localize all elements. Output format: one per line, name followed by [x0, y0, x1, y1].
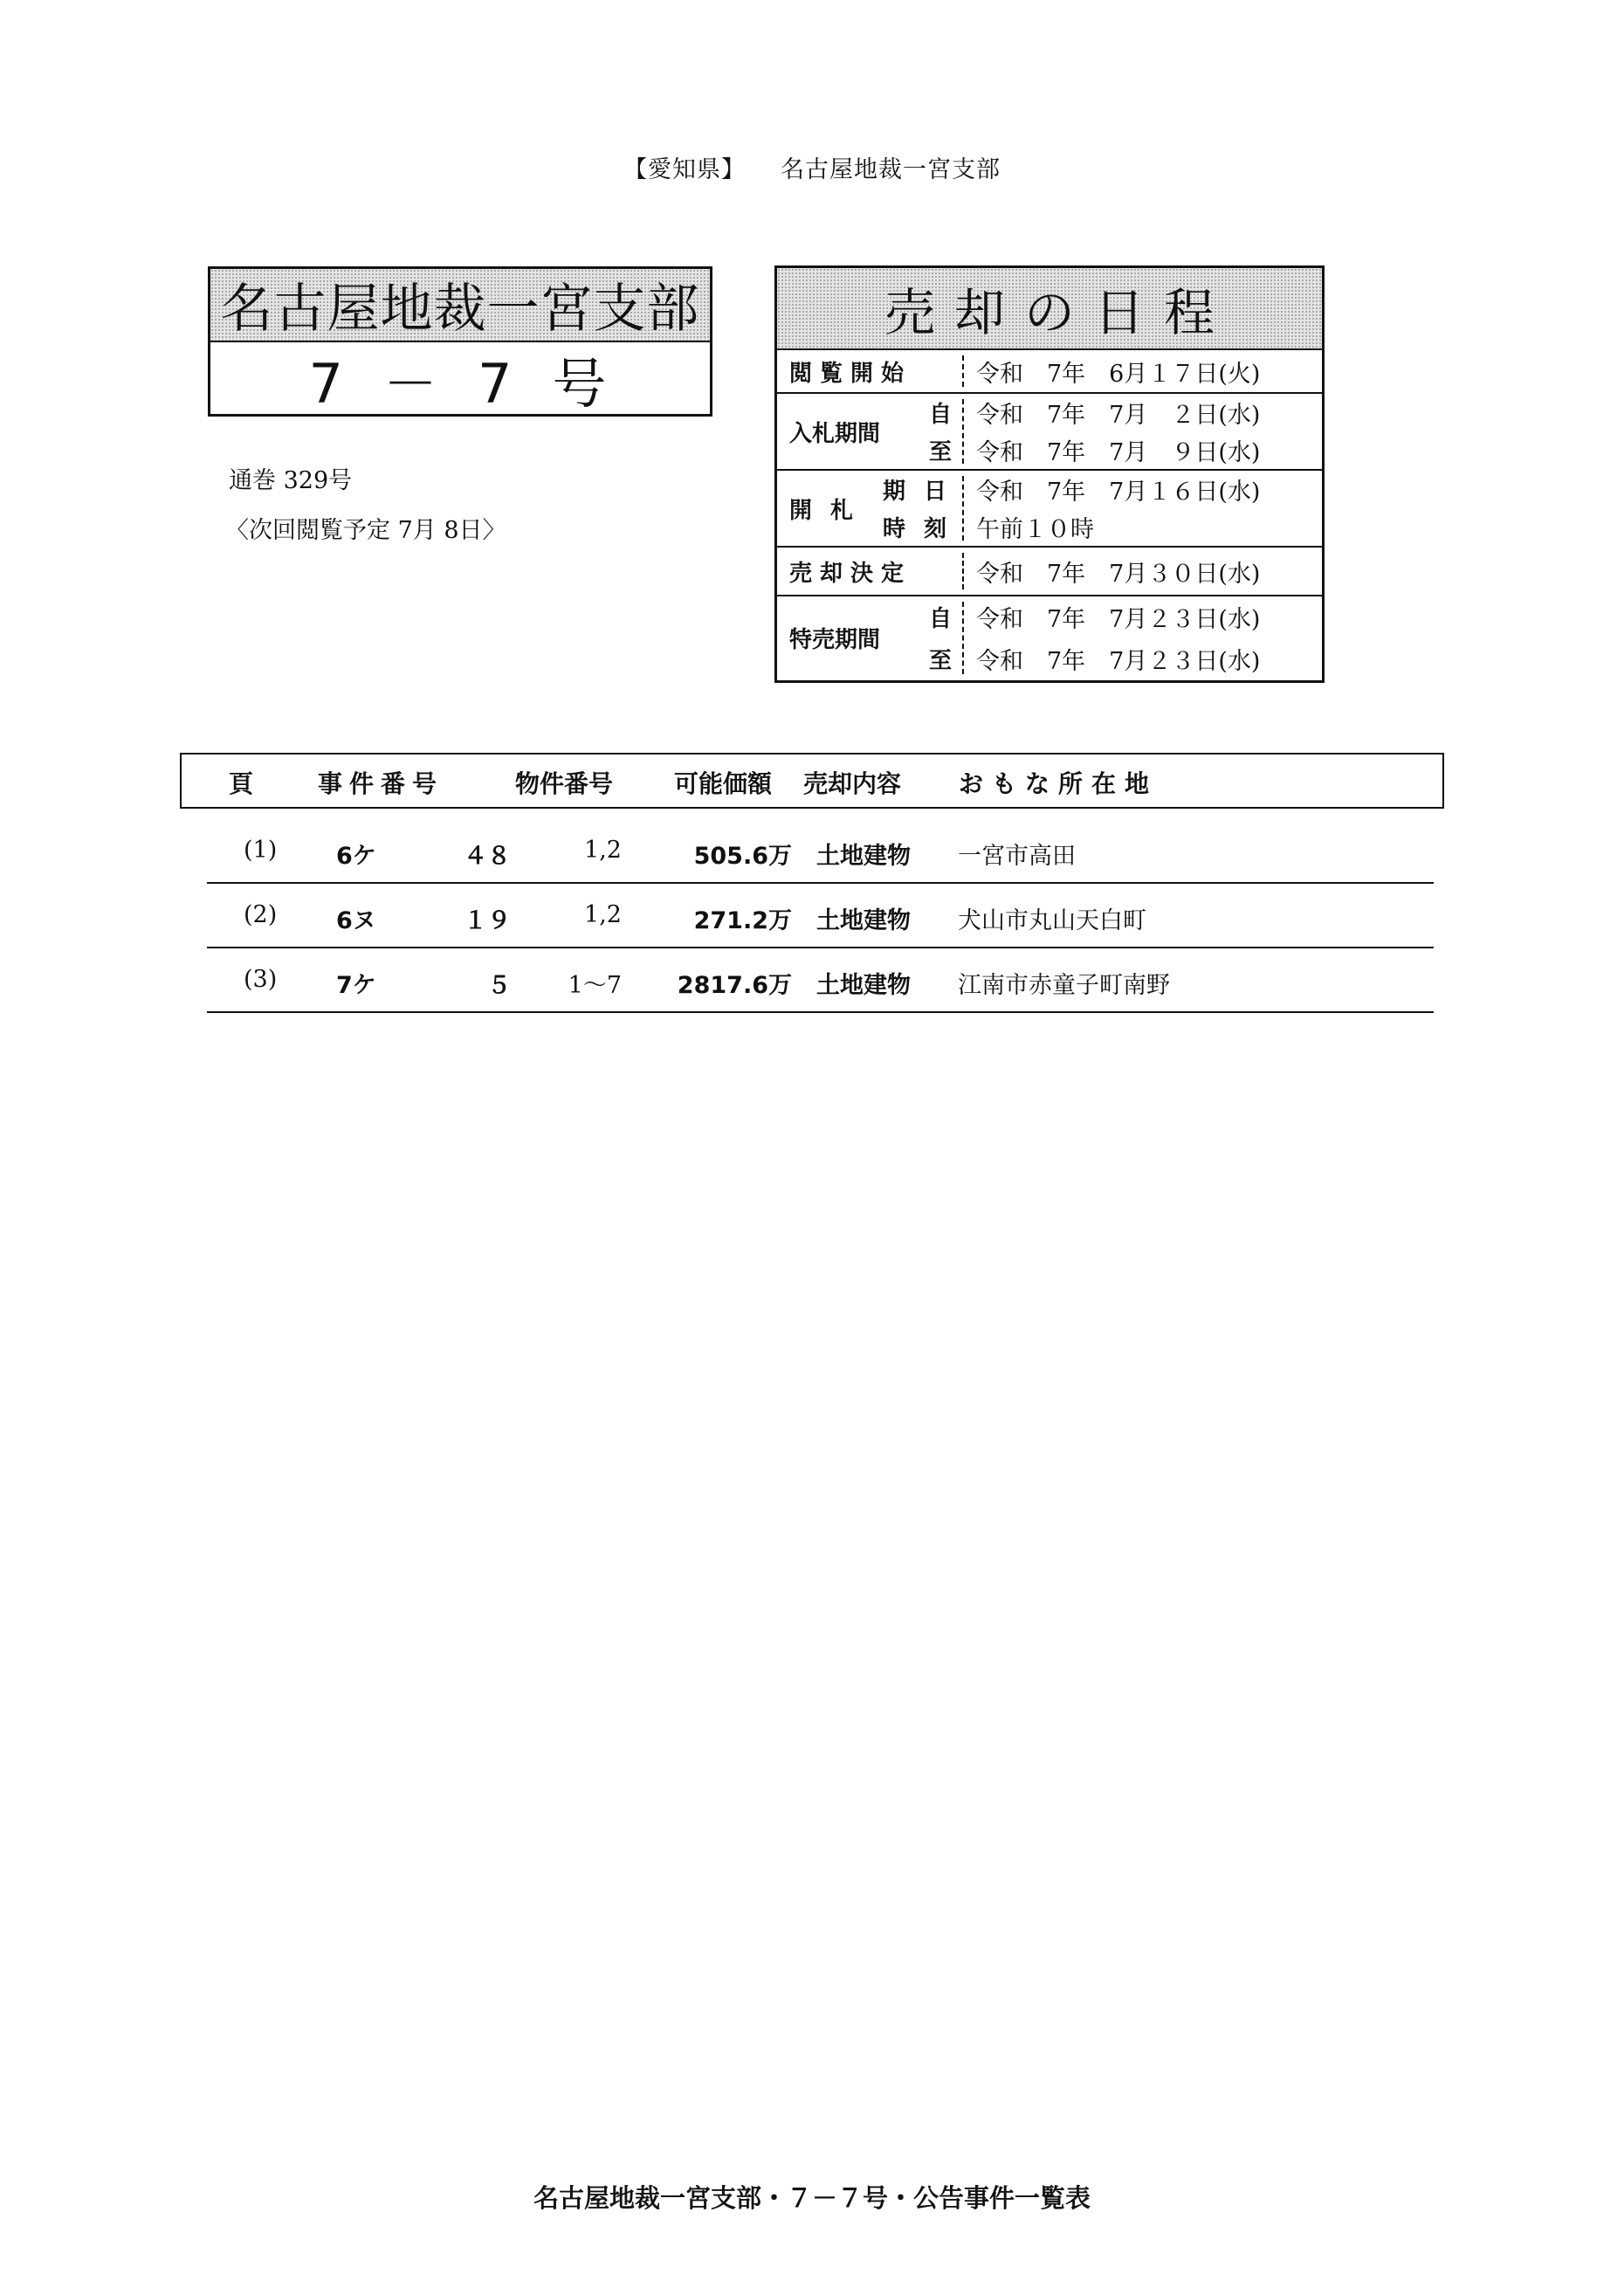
schedule-sub-label: 自	[928, 606, 952, 633]
schedule-sub-label: 至	[928, 647, 952, 674]
schedule-label: 特売期間	[789, 627, 881, 653]
row-case-type: 6ヌ	[336, 907, 376, 934]
volume-number: 通巻 329号	[229, 467, 353, 494]
row-price: 271.2万	[693, 907, 792, 934]
header-price: 可能価額	[674, 769, 773, 798]
row-page: (2)	[244, 901, 278, 928]
row-price: 505.6万	[693, 843, 792, 870]
row-page: (3)	[244, 966, 278, 993]
sale-schedule-box	[774, 265, 1325, 683]
row-price: 2817.6万	[677, 972, 792, 999]
schedule-value: 令和 7年 7月１６日(水)	[976, 479, 1261, 506]
schedule-value: 令和 7年 7月３０日(水)	[976, 560, 1261, 588]
schedule-row-opening	[777, 471, 1322, 548]
header-court: 名古屋地裁一宮支部	[781, 156, 1001, 183]
row-location: 犬山市丸山天白町	[958, 907, 1146, 934]
row-location: 一宮市高田	[958, 843, 1076, 870]
row-case-type: 6ケ	[336, 843, 376, 870]
schedule-value: 午前１０時	[976, 516, 1094, 543]
schedule-row-sale-decision	[777, 548, 1322, 596]
row-property-number: 1,2	[584, 837, 622, 864]
schedule-label: 入札期間	[789, 420, 881, 447]
row-sale-content: 土地建物	[816, 907, 911, 934]
schedule-value: 令和 7年 7月 ９日(水)	[976, 439, 1261, 466]
row-page: (1)	[244, 837, 278, 864]
next-viewing-schedule: 〈次回閲覧予定 7月 8日〉	[225, 517, 506, 544]
header-prefecture: 【愛知県】	[623, 156, 746, 183]
table-row	[207, 884, 1434, 948]
title-box	[208, 266, 712, 417]
row-sale-content: 土地建物	[816, 972, 911, 999]
row-case-type: 7ケ	[336, 972, 376, 999]
header-property-number: 物件番号	[515, 769, 614, 798]
schedule-sub-label: 時 刻	[882, 516, 952, 542]
sale-schedule-title: 売却の日程	[777, 268, 1322, 350]
header-sale-content: 売却内容	[803, 769, 902, 798]
schedule-label: 開 札	[789, 497, 859, 524]
header-case-number: 事件番号	[318, 769, 444, 798]
header-location: おもな所在地	[959, 769, 1159, 798]
row-sale-content: 土地建物	[816, 843, 911, 870]
schedule-row-special-sale	[777, 596, 1322, 679]
schedule-label: 売却決定	[789, 560, 912, 587]
page-header	[0, 150, 1624, 184]
header-page: 頁	[229, 769, 254, 798]
schedule-label: 閲覧開始	[789, 360, 912, 387]
title-issue-number: 7－7号	[308, 351, 647, 416]
title-court-name: 名古屋地裁一宮支部	[210, 269, 710, 342]
row-case-number: ４８	[464, 843, 511, 870]
schedule-value: 令和 7年 7月２３日(水)	[976, 647, 1261, 675]
case-table-header	[180, 753, 1444, 809]
schedule-value: 令和 7年 7月２３日(水)	[976, 606, 1261, 634]
row-property-number: 1～7	[568, 972, 622, 999]
schedule-sub-label: 至	[928, 439, 952, 465]
schedule-sub-label: 期 日	[882, 479, 952, 505]
schedule-row-viewing-start	[777, 350, 1322, 394]
row-location: 江南市赤童子町南野	[958, 972, 1170, 999]
schedule-row-bid-period	[777, 394, 1322, 471]
schedule-value: 令和 7年 7月 ２日(水)	[976, 402, 1261, 429]
row-case-number: ５	[487, 972, 511, 999]
schedule-sub-label: 自	[928, 402, 952, 428]
table-row	[207, 948, 1434, 1013]
schedule-value: 令和 7年 6月１７日(火)	[976, 360, 1261, 388]
table-row	[207, 819, 1434, 884]
row-case-number: １９	[464, 907, 511, 934]
page-footer: 名古屋地裁一宮支部・７－７号・公告事件一覧表	[533, 2183, 1091, 2213]
row-property-number: 1,2	[584, 901, 622, 928]
